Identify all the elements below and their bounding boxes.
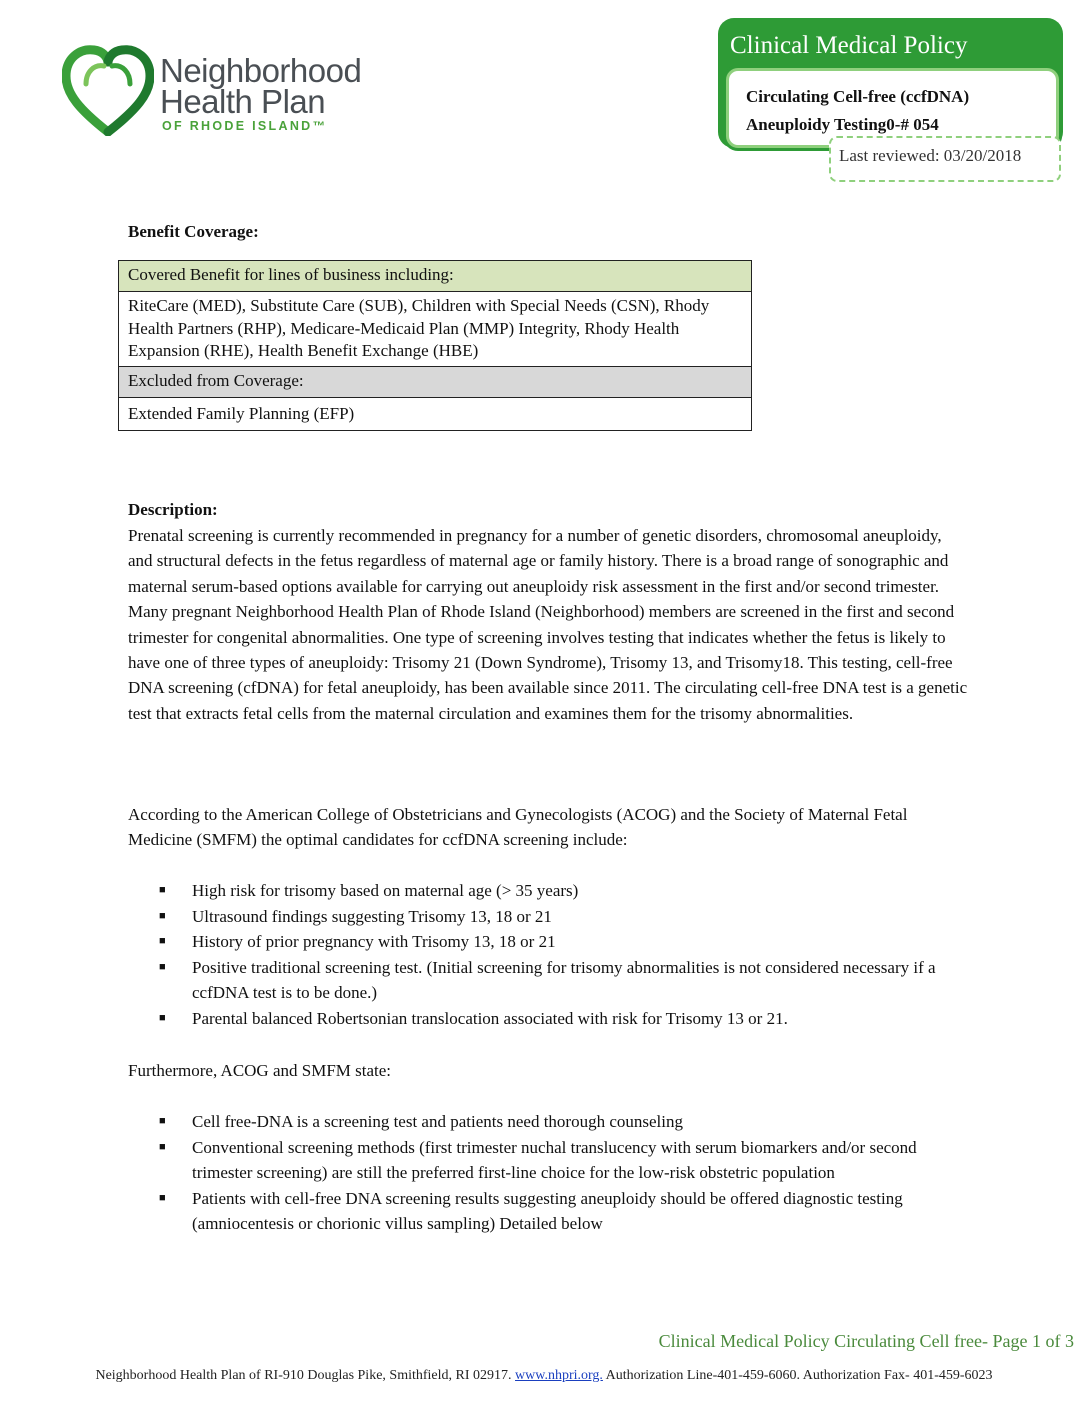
footer-authorization: Authorization Line-401-459-6060. Authorization Fax- 401-459-6023	[602, 1368, 993, 1383]
list-item: ■ Ultrasound findings suggesting Trisomy 13, 18 or 21	[128, 904, 958, 930]
excluded-coverage-lines: Extended Family Planning (EFP)	[119, 397, 752, 431]
footer-page-label: Clinical Medical Policy Circulating Cell free- Page 1 of 3	[658, 1331, 1074, 1351]
bullet-icon: ■	[159, 935, 166, 948]
statements-list	[128, 1109, 958, 1237]
list-item: ■ Patients with cell-free DNA screening results suggesting aneuploidy should be offered diagnostic testing (amniocentesis or chorionic villus sampling) Detailed below	[128, 1186, 958, 1237]
table-row	[119, 366, 752, 397]
last-reviewed-date: Last reviewed: 03/20/2018	[829, 136, 1061, 182]
list-item: ■ High risk for trisomy based on maternal age (> 35 years)	[128, 878, 958, 904]
bullet-icon: ■	[159, 884, 166, 896]
acog-paragraph: According to the American College of Obstetricians and Gynecologists (ACOG) and the Society of Maternal Fetal Medicine (SMFM) the optimal candidates for ccfDNA screening include:	[128, 805, 908, 850]
bullet-icon: ■	[159, 1140, 166, 1153]
list-item: ■ Parental balanced Robertsonian translocation associated with risk for Trisomy 13 or 21.	[128, 1006, 958, 1032]
nhpri-logo	[62, 40, 382, 140]
candidates-list	[128, 878, 958, 1032]
bullet-icon: ■	[159, 1191, 166, 1204]
bullet-icon: ■	[159, 1011, 166, 1024]
list-item: ■ Conventional screening methods (first trimester nuchal translucency with serum biomarkers and/or second trimester screening) are still the preferred first-line choice for the low-risk obstetric population	[128, 1135, 958, 1186]
covered-benefit-lines: RiteCare (MED), Substitute Care (SUB), Children with Special Needs (CSN), Rhody Health Partners (RHP), Medicare-Medicaid Plan (MMP) Integrity, Rhody Health Expansion (RHE), Health Benefit Exchange (HBE)	[119, 292, 752, 367]
coverage-table	[118, 260, 752, 431]
list-item: ■ History of prior pregnancy with Trisomy 13, 18 or 21	[128, 929, 958, 955]
logo-subtitle: OF RHODE ISLAND™	[162, 119, 328, 133]
table-row	[119, 397, 752, 431]
table-row	[119, 292, 752, 367]
logo-name-line2: Health Plan	[160, 83, 326, 120]
nhpri-website-link[interactable]: www.nhpri.org.	[515, 1368, 603, 1383]
description-paragraph: Prenatal screening is currently recommended in pregnancy for a number of genetic disorders, chromosomal aneuploidy, and structural defects in the fetus regardless of maternal age or family history. There is a broad range of sonographic and maternal serum-based options available for carrying out aneuploidy risk assessment in the first and/or second trimester. Many pregnant Neighborhood Health Plan of Rhode Island (Neighborhood) members are screened in the first and second trimester for congenital abnormalities. One type of screening involves testing that indicates whether the fetus is likely to have one of three types of aneuploidy: Trisomy 21 (Down Syndrome), Trisomy 13, and Trisomy18. This testing, cell-free DNA screening (cfDNA) for fetal aneuploidy, has been available since 2011. The circulating cell-free DNA test is a genetic test that extracts fetal cells from the maternal circulation and examines them for the trisomy abnormalities.	[128, 526, 968, 723]
bullet-icon: ■	[159, 909, 166, 922]
description-heading: Description:	[128, 500, 218, 519]
policy-title-line1: Circulating Cell-free (ccfDNA)	[746, 87, 970, 106]
policy-header-title: Clinical Medical Policy	[730, 32, 968, 59]
table-row	[119, 261, 752, 292]
footer-address: Neighborhood Health Plan of RI-910 Douglas Pike, Smithfield, RI 02917.	[95, 1368, 516, 1383]
list-item: ■ Positive traditional screening test. (Initial screening for trisomy abnormalities is not considered necessary if a ccfDNA test is to be done.)	[128, 955, 958, 1006]
bullet-icon: ■	[159, 1115, 166, 1127]
covered-benefit-header: Covered Benefit for lines of business including:	[119, 261, 752, 292]
bullet-icon: ■	[159, 960, 166, 973]
furthermore-paragraph: Furthermore, ACOG and SMFM state:	[128, 1061, 392, 1080]
logo-name-line1: Neighborhood	[160, 52, 362, 89]
list-item: ■ Cell free-DNA is a screening test and patients need thorough counseling	[128, 1109, 958, 1135]
policy-title-line2: Aneuploidy Testing0-# 054	[746, 115, 939, 134]
excluded-coverage-header: Excluded from Coverage:	[119, 366, 752, 397]
logo-heart-icon	[62, 44, 154, 136]
benefit-coverage-heading: Benefit Coverage:	[128, 222, 259, 241]
footer-contact	[0, 1368, 1088, 1384]
